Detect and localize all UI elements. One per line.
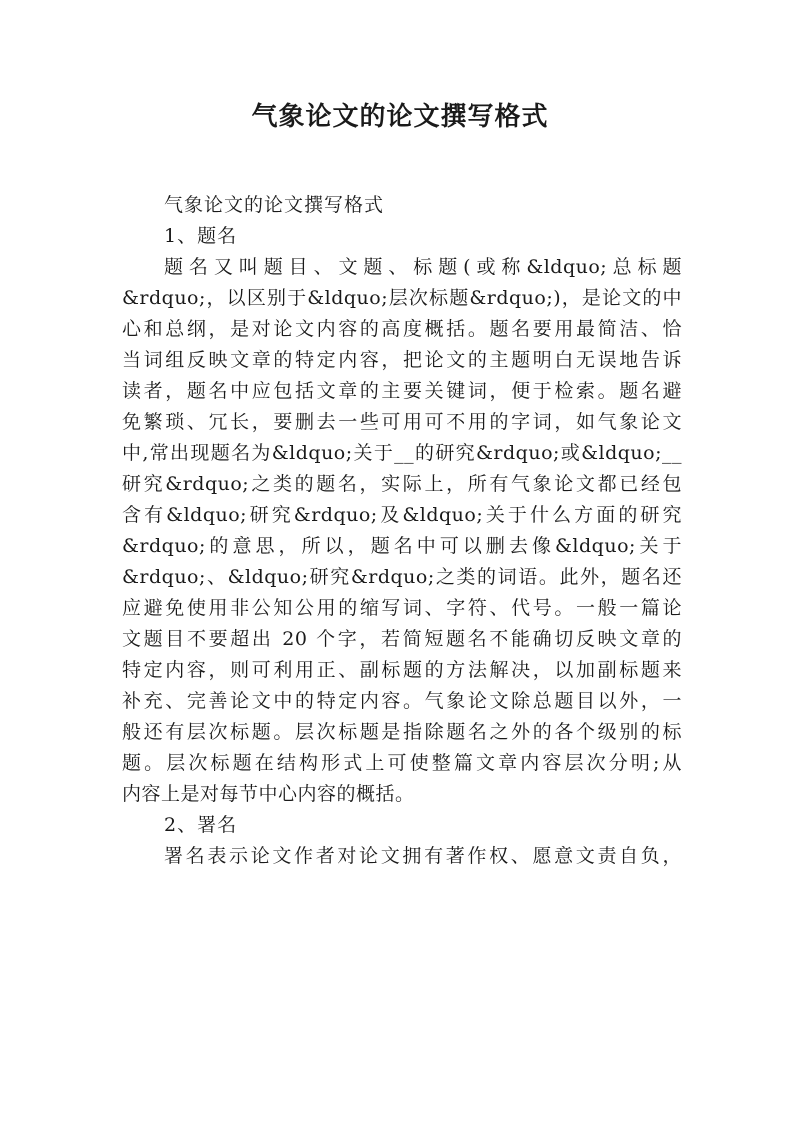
paragraph-line: 心和总纲，是对论文内容的高度概括。题名要用最简洁、恰 <box>122 318 682 340</box>
section-title-paragraph <box>122 252 682 810</box>
paragraph-line: 含有&ldquo;研究&rdquo;及&ldquo;关于什么方面的研究 <box>122 504 682 526</box>
paragraph-line: &rdquo;，以区别于&ldquo;层次标题&rdquo;)，是论文的中 <box>122 287 682 309</box>
paragraph-line: 免繁琐、冗长，要删去一些可用可不用的字词，如气象论文 <box>122 411 682 433</box>
paragraph-line: 研究&rdquo;之类的题名，实际上，所有气象论文都已经包 <box>122 473 682 495</box>
section-signature-paragraph <box>122 841 682 872</box>
paragraph-line: 补充、完善论文中的特定内容。气象论文除总题目以外，一 <box>122 690 682 712</box>
paragraph-line: 中,常出现题名为&ldquo;关于__的研究&rdquo;或&ldquo;__ <box>122 442 682 464</box>
document-subtitle: 气象论文的论文撰写格式 <box>164 194 385 216</box>
paragraph-line: 特定内容，则可利用正、副标题的方法解决，以加副标题来 <box>122 659 682 681</box>
paragraph-line: 应避免使用非公知公用的缩写词、字符、代号。一般一篇论 <box>122 597 682 619</box>
section-heading-signature: 2、署名 <box>164 814 238 836</box>
document-title: 气象论文的论文撰写格式 <box>251 102 549 132</box>
paragraph-line: 读者，题名中应包括文章的主要关键词，便于检索。题名避 <box>122 380 682 402</box>
paragraph-line: &rdquo;、&ldquo;研究&rdquo;之类的词语。此外，题名还 <box>122 566 682 588</box>
document-body <box>122 190 682 872</box>
paragraph-line: 题名又叫题目、文题、标题(或称&ldquo;总标题 <box>164 256 682 278</box>
paragraph-line: 般还有层次标题。层次标题是指除题名之外的各个级别的标 <box>122 721 682 743</box>
paragraph-line: 署名表示论文作者对论文拥有著作权、愿意文责自负， <box>164 845 682 867</box>
paragraph-line: 题。层次标题在结构形式上可使整篇文章内容层次分明;从 <box>122 752 682 774</box>
paragraph-line: 内容上是对每节中心内容的概括。 <box>122 783 415 805</box>
section-heading-title: 1、题名 <box>164 225 238 247</box>
paragraph-line: 当词组反映文章的特定内容，把论文的主题明白无误地告诉 <box>122 349 682 371</box>
paragraph-line: 文题目不要超出 20 个字，若简短题名不能确切反映文章的 <box>122 628 682 650</box>
paragraph-line: &rdquo;的意思，所以，题名中可以删去像&ldquo;关于 <box>122 535 682 557</box>
